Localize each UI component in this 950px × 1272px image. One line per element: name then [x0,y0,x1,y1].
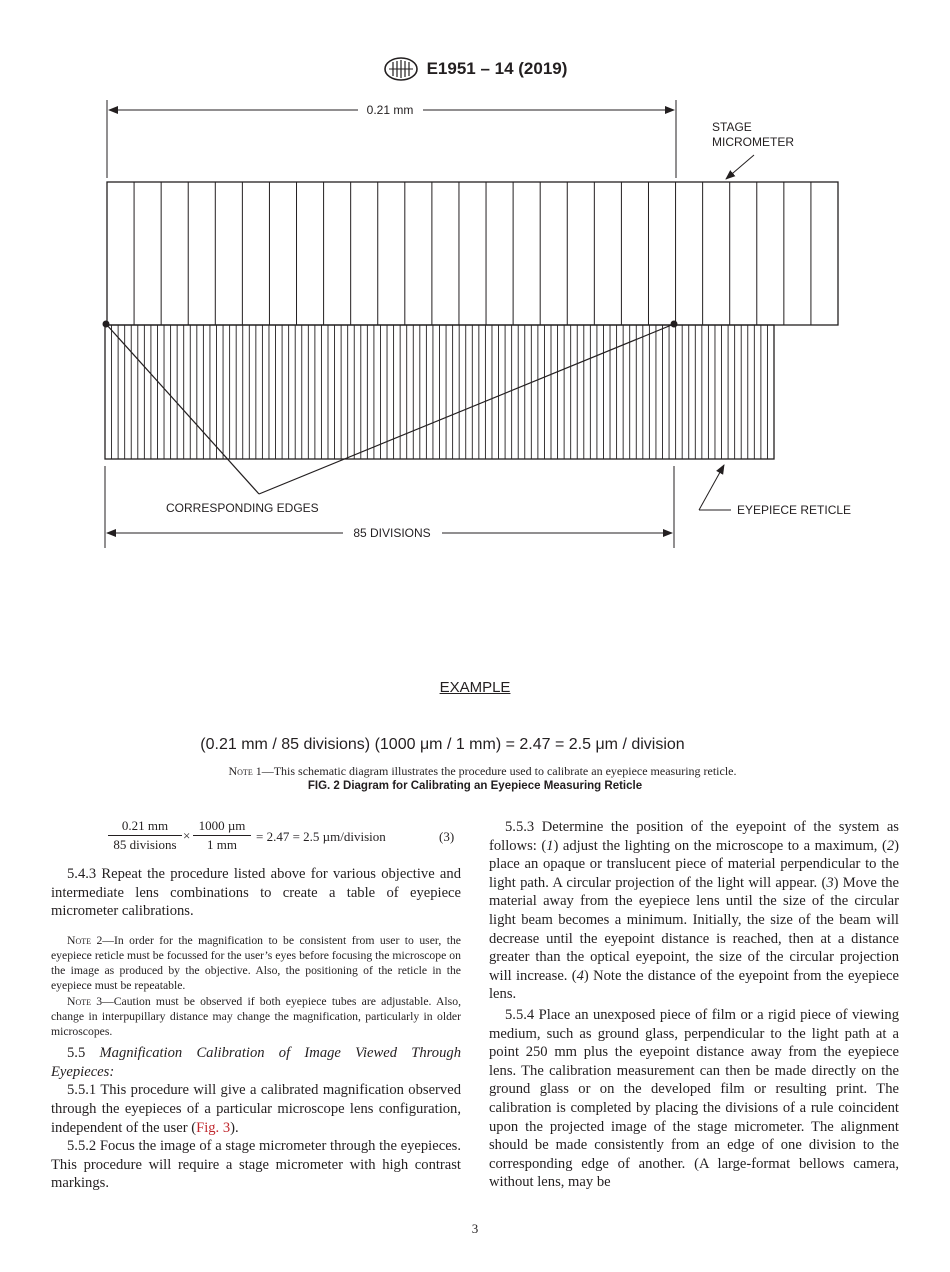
p553-part-d: ) Move the material away from the eyepiece lens until the size of the circular light beam becomes a minimum. Initially, the size of the beam will decrease until the eyepoint distance is reached, then at a distance greater than the optical eyepoint, the size of the circular projection will increase. ( [489,874,899,984]
stage-micrometer-divisions [134,182,811,325]
note-2-text: 2—In order for the magnification to be consistent from user to user, the eyepiece reticle must be focussed for the user’s eyes before focusing the microscope on the image as produced by the objective. Also, the positioning of the reticle in the eyepiece must be repeatable. [51,933,461,993]
stage-label-leader [726,155,754,179]
figure-caption: FIG. 2 Diagram for Calibrating an Eyepiece Measuring Reticle [307,780,643,792]
fraction-1-numerator: 0.21 mm [108,818,182,836]
figure-note-1 [0,764,950,779]
paragraph-5-5-3 [489,818,899,1004]
note-2 [51,933,461,994]
left-column [51,818,461,1193]
step-4-number: 4 [576,967,584,984]
fraction-2-numerator: 1000 µm [193,818,251,836]
paragraph-5-5-1 [51,1081,461,1137]
example-formula: (0.21 mm / 85 divisions) (1000 μm / 1 mm) = 2.47 = 2.5 μm / division [200,736,685,753]
stage-micrometer-scale [107,182,838,325]
p553-part-e: ) Note the distance of the eyepoint from the eyepiece lens. [489,967,899,1003]
dimension-label-top: 0.21 mm [366,103,414,117]
note-3 [51,994,461,1040]
document-designation: E1951 – 14 (2019) [426,59,568,78]
eyepiece-reticle-label: EYEPIECE RETICLE [737,503,852,517]
note-number: 1 [255,764,262,778]
fraction-1 [108,818,182,853]
paragraph-5-5-2: 5.5.2 Focus the image of a stage micrometer through the eyepieces. This procedure will require a stage micrometer with high contrast markings. [51,1138,461,1192]
right-column [489,818,899,1192]
step-1-number: 1 [546,837,554,854]
note-text: —This schematic diagram illustrates the procedure used to calibrate an eyepiece measuring reticle. [261,764,737,778]
corresponding-edges-label: CORRESPONDING EDGES [166,501,319,515]
p553-part-c: ) place an opaque or translucent piece of material perpendicular to the light path. A circular projection of the light will appear. ( [489,837,899,891]
calibration-diagram [0,0,950,560]
fraction-2-denominator: 1 mm [207,837,237,852]
step-2-number: 2 [886,837,895,854]
note-3-text: 3—Caution must be observed if both eyepiece tubes are adjustable. Also, change in interpupillary distance may change the magnification, particularly in older microscopes. [51,994,461,1038]
equation-result: = 2.47 = 2.5 µm/division [256,829,386,844]
fig-3-link[interactable]: Fig. 3 [196,1119,231,1136]
equation-3 [51,818,461,858]
step-3-number: 3 [826,874,834,891]
section-5-5-number: 5.5 [67,1045,100,1062]
equation-number: (3) [439,829,455,844]
stage-label-line1: STAGE [712,120,752,134]
section-5-5-heading [51,1044,461,1081]
dimension-label-bottom: 85 DIVISIONS [353,526,431,540]
stage-label-line2: MICROMETER [712,135,794,149]
page-number: 3 [471,1221,479,1236]
note-label: Note [228,764,253,778]
paragraph-5-5-1-text: 5.5.1 This procedure will give a calibrated magnification observed through the eyepieces of a particular microscope lens configuration, independent of the user ( [51,1082,461,1136]
p553-part-b: ) adjust the lighting on the microscope to a maximum, ( [553,837,887,854]
example-title: EXAMPLE [439,679,511,696]
fraction-2 [193,818,251,853]
times-sign: × [183,828,191,843]
paragraph-5-5-1-end: ). [230,1119,239,1136]
section-5-5-title: Magnification Calibration of Image Viewed Through Eyepieces: [51,1045,461,1080]
fraction-1-denominator: 85 divisions [113,837,177,852]
reticle-label-leader [699,465,724,510]
note-2-label: Note [67,933,91,947]
note-3-label: Note [67,994,91,1008]
p553-part-a: 5.5.3 Determine the position of the eyepoint of the system as follows: ( [489,819,899,854]
paragraph-5-4-3: 5.4.3 Repeat the procedure listed above for various objective and intermediate lens combinations to create a table of eyepiece micrometer calibrations. [51,866,461,920]
paragraph-5-5-4: 5.5.4 Place an unexposed piece of film or a rigid piece of viewing medium, such as ground glass, perpendicular to the light path at a point 250 mm plus the eyepoint distance away from the eyepiece lens. The calibration measurement can then be made directly on the ground glass or on the developed film or resulting print. The calibration is completed by placing the divisions of a rule coincident upon the projected image of the stage micrometer. The alignment should be made consistently from an edge of one division to the corresponding edge of another. (A large-format bellows camera, without lens, may be [489,1006,899,1191]
